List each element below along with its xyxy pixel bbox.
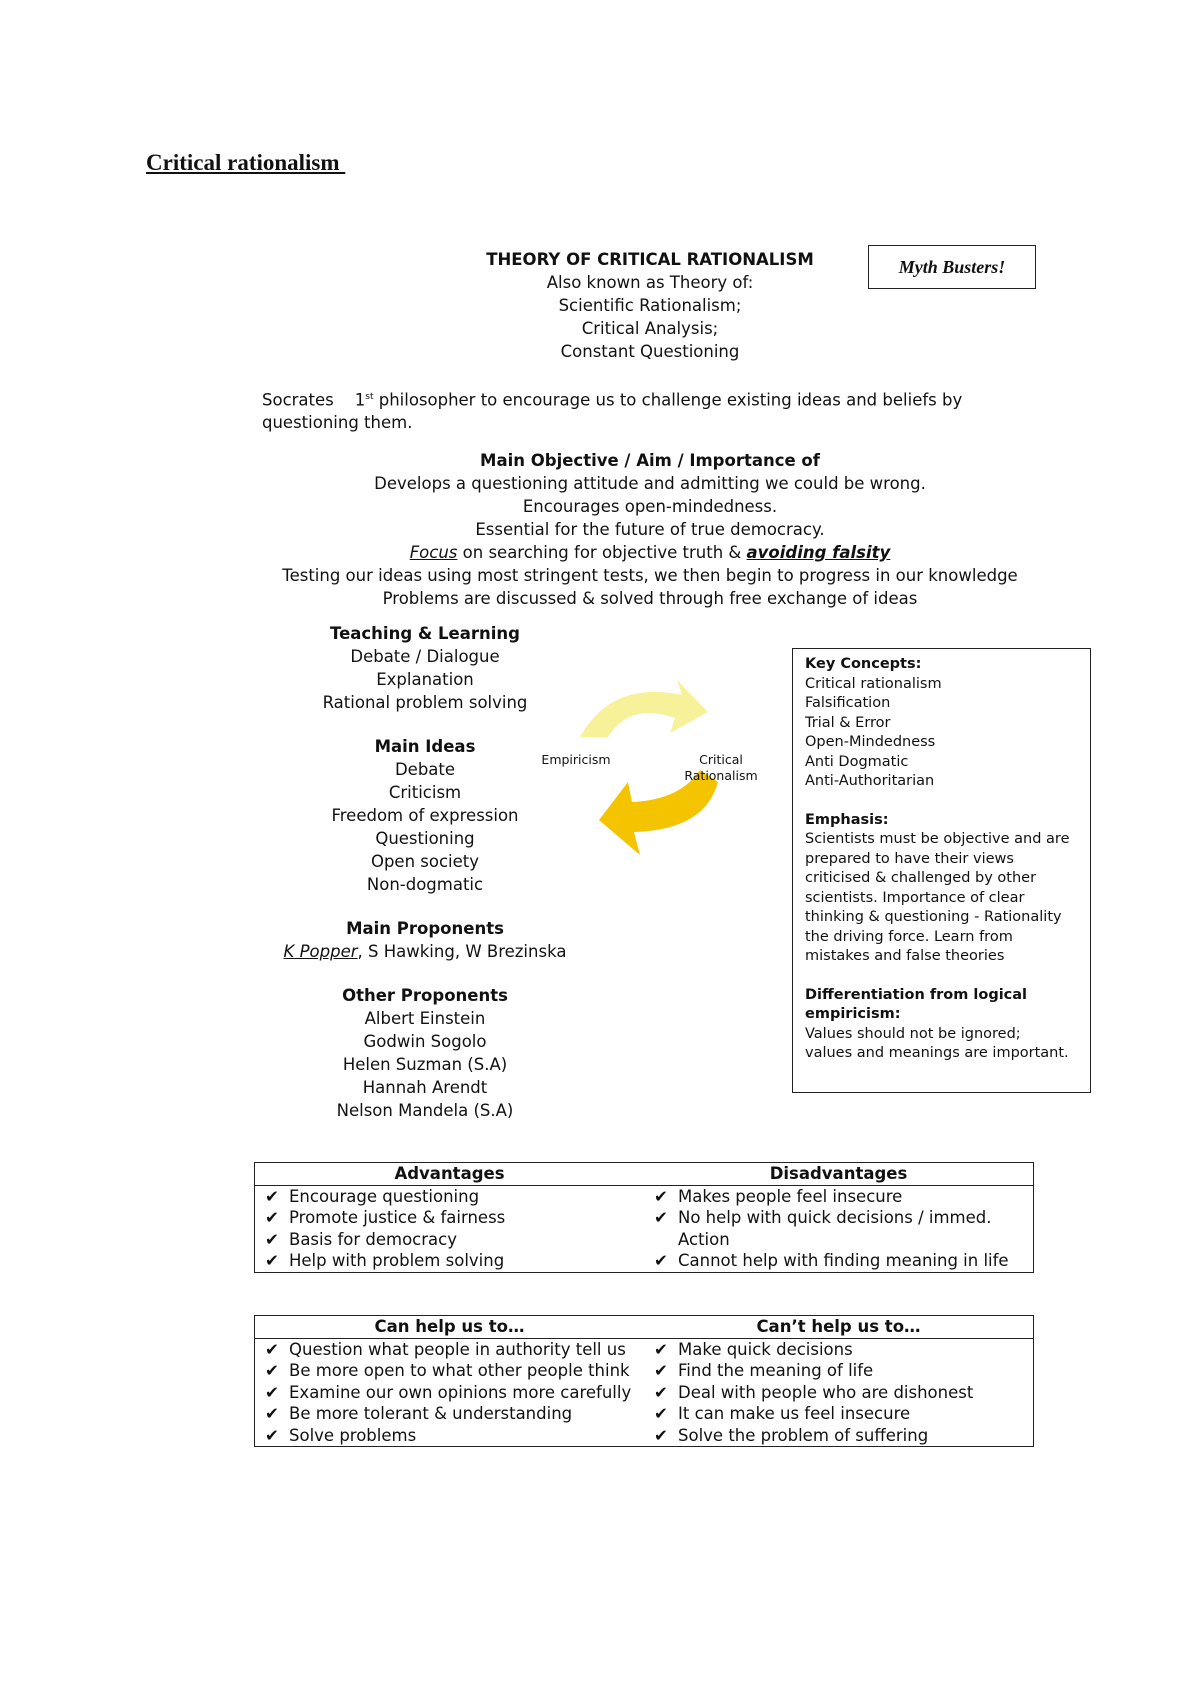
check-icon: ✔	[654, 1251, 668, 1270]
check-icon: ✔	[654, 1425, 668, 1445]
check-icon: ✔	[265, 1186, 279, 1206]
teaching-item: Explanation	[376, 670, 474, 689]
can-help-text: Examine our own opinions more carefully	[289, 1382, 632, 1402]
list-item	[654, 1250, 1033, 1272]
list-item	[654, 1382, 1033, 1404]
objective-line: Develops a questioning attitude and admitting we could be wrong.	[374, 474, 926, 493]
cycle-diagram	[530, 660, 780, 920]
theory-line: Scientific Rationalism;	[558, 296, 742, 315]
help-table	[254, 1315, 1034, 1447]
concept-item: Trial & Error	[805, 714, 891, 731]
other-proponents-heading: Other Proponents	[342, 986, 508, 1005]
socrates-ordinal: 1	[354, 390, 366, 410]
theory-line: Critical Analysis;	[581, 319, 719, 338]
teaching-item: Rational problem solving	[322, 693, 528, 712]
check-icon: ✔	[654, 1186, 668, 1206]
myth-busters-label: Myth Busters!	[898, 256, 1006, 277]
other-proponent-item: Albert Einstein	[364, 1009, 486, 1028]
list-item	[654, 1425, 1033, 1447]
advantage-text: Help with problem solving	[289, 1251, 505, 1270]
rationalism-label-line: Rationalism	[684, 768, 758, 783]
socrates-name: Socrates	[262, 390, 334, 410]
emphasis-line: criticised & challenged by other	[805, 870, 1037, 886]
concept-item: Anti Dogmatic	[805, 753, 909, 770]
main-idea-item: Criticism	[388, 783, 462, 802]
differentiation-heading-2: empiricism:	[805, 1006, 901, 1022]
cant-help-text: Deal with people who are dishonest	[678, 1382, 974, 1402]
list-item	[654, 1207, 1033, 1250]
list-item	[654, 1186, 1033, 1208]
main-idea-item: Non-dogmatic	[366, 875, 484, 894]
proponents-rest: , S Hawking, W Brezinska	[357, 942, 567, 961]
disadvantage-text: No help with quick decisions / immed. Action	[678, 1208, 992, 1249]
cant-help-header: Can’t help us to…	[644, 1316, 1034, 1339]
differentiation-line: Values should not be ignored;	[805, 1025, 1021, 1042]
cant-help-text: Make quick decisions	[678, 1339, 853, 1359]
check-icon: ✔	[265, 1208, 279, 1227]
other-proponent-item: Helen Suzman (S.A)	[342, 1055, 508, 1074]
theory-header	[380, 248, 920, 363]
objective-heading: Main Objective / Aim / Importance of	[480, 451, 820, 470]
advantage-text: Promote justice & fairness	[289, 1208, 506, 1227]
can-help-text: Be more open to what other people think	[289, 1361, 630, 1380]
check-icon: ✔	[265, 1339, 279, 1359]
list-item	[265, 1425, 644, 1447]
list-item	[265, 1403, 644, 1425]
concept-item: Open-Mindedness	[805, 734, 936, 750]
list-item	[265, 1382, 644, 1404]
concept-item: Critical rationalism	[805, 675, 942, 692]
can-help-text: Be more tolerant & understanding	[289, 1404, 573, 1423]
main-idea-item: Freedom of expression	[331, 806, 519, 825]
critical-label-line: Critical	[699, 752, 743, 767]
cant-help-text: Solve the problem of suffering	[678, 1425, 929, 1445]
can-help-text: Question what people in authority tell us	[289, 1339, 626, 1359]
myth-busters-box	[868, 245, 1036, 289]
popper-name: K Popper	[283, 942, 358, 961]
main-idea-item: Open society	[370, 852, 480, 871]
list-item	[265, 1229, 644, 1251]
main-proponents-heading: Main Proponents	[346, 919, 504, 938]
objective-section	[270, 449, 1030, 610]
list-item	[265, 1360, 644, 1382]
check-icon: ✔	[654, 1339, 668, 1359]
main-ideas-heading: Main Ideas	[374, 737, 476, 756]
focus-word: Focus	[409, 543, 458, 562]
objective-line: Problems are discussed & solved through free exchange of ideas	[382, 589, 918, 608]
advantages-table	[254, 1162, 1034, 1273]
objective-line: Testing our ideas using most stringent tests, we then begin to progress in our knowledge	[282, 566, 1018, 585]
list-item	[654, 1403, 1033, 1425]
socrates-paragraph	[262, 386, 1002, 434]
advantage-text: Encourage questioning	[289, 1186, 480, 1206]
focus-mid-text: on searching for objective truth &	[457, 543, 747, 562]
emphasis-line: scientists. Importance of clear	[805, 889, 1025, 906]
objective-line: Essential for the future of true democracy.	[475, 520, 825, 539]
other-proponent-item: Nelson Mandela (S.A)	[336, 1101, 514, 1120]
check-icon: ✔	[265, 1229, 279, 1249]
list-item	[265, 1339, 644, 1361]
advantages-list	[255, 1185, 645, 1272]
main-idea-item: Debate	[394, 760, 456, 779]
disadvantage-text: Cannot help with finding meaning in life	[678, 1251, 1009, 1270]
empiricism-label: Empiricism	[541, 752, 611, 767]
check-icon: ✔	[654, 1382, 668, 1402]
cant-help-text: It can make us feel insecure	[678, 1404, 911, 1423]
socrates-text: philosopher to encourage us to challenge existing ideas and beliefs by questioning them.	[262, 390, 963, 432]
can-help-header: Can help us to…	[255, 1316, 645, 1339]
differentiation-line: values and meanings are important.	[805, 1045, 1069, 1061]
key-concepts-box	[792, 648, 1091, 1093]
cant-help-list	[644, 1338, 1034, 1447]
main-idea-item: Questioning	[375, 829, 475, 848]
check-icon: ✔	[265, 1425, 279, 1445]
advantage-text: Basis for democracy	[289, 1229, 457, 1249]
page-title: Critical rationalism	[146, 150, 346, 175]
check-icon: ✔	[654, 1361, 668, 1380]
objective-line: Encourages open-mindedness.	[522, 497, 778, 516]
emphasis-line: Scientists must be objective and are	[805, 831, 1070, 847]
socrates-ordinal-suffix: st	[365, 392, 374, 402]
concept-item: Falsification	[805, 695, 891, 711]
emphasis-line: the driving force. Learn from	[805, 928, 1013, 945]
advantages-header: Advantages	[255, 1163, 645, 1186]
list-item	[265, 1186, 644, 1208]
differentiation-heading: Differentiation from logical	[805, 986, 1028, 1003]
main-proponents-line	[270, 940, 580, 963]
objective-line	[270, 541, 1030, 564]
theory-heading: THEORY OF CRITICAL RATIONALISM	[486, 250, 814, 269]
can-help-text: Solve problems	[289, 1425, 417, 1445]
critical-rationalism-label	[676, 752, 766, 784]
teaching-heading: Teaching & Learning	[330, 624, 520, 643]
can-help-list	[255, 1338, 645, 1447]
other-proponent-item: Hannah Arendt	[362, 1078, 488, 1097]
check-icon: ✔	[654, 1208, 668, 1227]
check-icon: ✔	[654, 1404, 668, 1423]
disadvantage-text: Makes people feel insecure	[678, 1186, 903, 1206]
list-item	[265, 1207, 644, 1229]
avoiding-falsity: avoiding falsity	[746, 543, 891, 562]
check-icon: ✔	[265, 1361, 279, 1380]
list-item	[265, 1250, 644, 1272]
other-proponent-item: Godwin Sogolo	[363, 1032, 487, 1051]
disadvantages-list	[644, 1185, 1034, 1272]
list-item	[654, 1339, 1033, 1361]
teaching-item: Debate / Dialogue	[350, 647, 500, 666]
arrow-top-icon	[580, 680, 708, 737]
emphasis-heading: Emphasis:	[805, 811, 889, 828]
cant-help-text: Find the meaning of life	[678, 1361, 874, 1380]
key-concepts-heading: Key Concepts:	[805, 656, 922, 672]
theory-line: Also known as Theory of:	[546, 273, 754, 292]
emphasis-line: thinking & questioning - Rationality	[805, 909, 1062, 925]
theory-line: Constant Questioning	[560, 342, 740, 361]
check-icon: ✔	[265, 1382, 279, 1402]
concept-item: Anti-Authoritarian	[805, 773, 935, 789]
check-icon: ✔	[265, 1404, 279, 1423]
list-item	[654, 1360, 1033, 1382]
emphasis-line: prepared to have their views	[805, 850, 1014, 867]
disadvantages-header: Disadvantages	[644, 1163, 1034, 1186]
emphasis-line: mistakes and false theories	[805, 948, 1005, 964]
check-icon: ✔	[265, 1251, 279, 1270]
